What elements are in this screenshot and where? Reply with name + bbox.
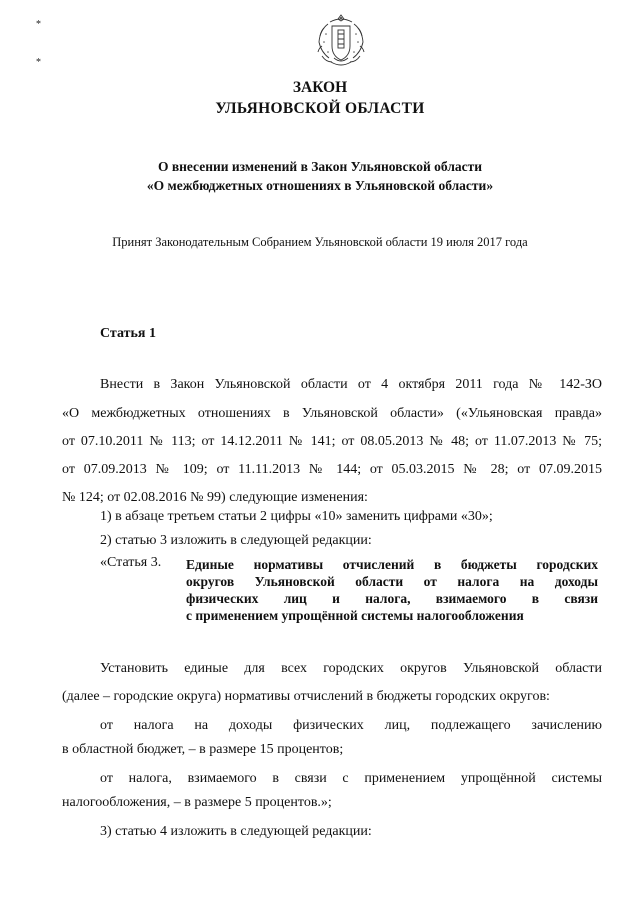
intro-line: Внести в Закон Ульяновской области от 4 октября 2011 года № 142-ЗО bbox=[100, 377, 602, 392]
new-article-heading-line: округов Ульяновской области от налога на доходы bbox=[186, 574, 598, 589]
new-article-heading-line: с применением упрощённой системы налогообложения bbox=[186, 608, 524, 623]
new-article-body-line: в областной бюджет, – в размере 15 процентов; bbox=[62, 742, 344, 757]
amendment-item-1: 1) в абзаце третьем статьи 2 цифры «10» заменить цифрами «30»; bbox=[100, 509, 493, 524]
amendment-item-2: 2) статью 3 изложить в следующей редакции: bbox=[100, 533, 372, 548]
law-title-line2: УЛЬЯНОВСКОЙ ОБЛАСТИ bbox=[215, 100, 425, 117]
margin-mark-bottom: * bbox=[36, 57, 41, 68]
new-article-body-line: от налога, взимаемого в связи с применением упрощённой системы bbox=[100, 771, 602, 786]
article-title: Статья 1 bbox=[100, 326, 156, 341]
intro-line: № 124; от 02.08.2016 № 99) следующие изменения: bbox=[62, 490, 368, 505]
margin-mark-top: * bbox=[36, 19, 41, 30]
new-article-heading-line: Единые нормативы отчислений в бюджеты городских bbox=[186, 557, 598, 572]
law-title-line1: ЗАКОН bbox=[292, 79, 348, 96]
amendment-item-3: 3) статью 4 изложить в следующей редакции: bbox=[100, 824, 372, 839]
new-article-body-line: налогообложения, – в размере 5 процентов.»; bbox=[62, 795, 332, 810]
new-article-body-line: от налога на доходы физических лиц, подлежащего зачислению bbox=[100, 718, 602, 733]
intro-line: от 07.10.2011 № 113; от 14.12.2011 № 141; от 08.05.2013 № 48; от 11.07.2013 № 75; bbox=[62, 434, 602, 449]
new-article-heading-line: физических лиц и налога, взимаемого в связи bbox=[186, 591, 598, 606]
intro-line: от 07.09.2013 № 109; от 11.11.2013 № 144; от 05.03.2015 № 28; от 07.09.2015 bbox=[62, 462, 602, 477]
law-subject-line1: О внесении изменений в Закон Ульяновской области bbox=[157, 159, 483, 174]
ulyanovsk-coat-of-arms-icon bbox=[314, 12, 368, 68]
new-article-body-line: Установить единые для всех городских округов Ульяновской области bbox=[100, 661, 602, 676]
law-subject-line2: «О межбюджетных отношениях в Ульяновской области» bbox=[146, 178, 494, 193]
new-article-body-line: (далее – городские округа) нормативы отчислений в бюджеты городских округов: bbox=[62, 689, 550, 704]
new-article-label: «Статья 3. bbox=[100, 555, 162, 570]
intro-line: «О межбюджетных отношениях в Ульяновской области» («Ульяновская правда» bbox=[62, 406, 602, 421]
adoption-note: Принят Законодательным Собранием Ульяновской области 19 июля 2017 года bbox=[112, 235, 528, 249]
